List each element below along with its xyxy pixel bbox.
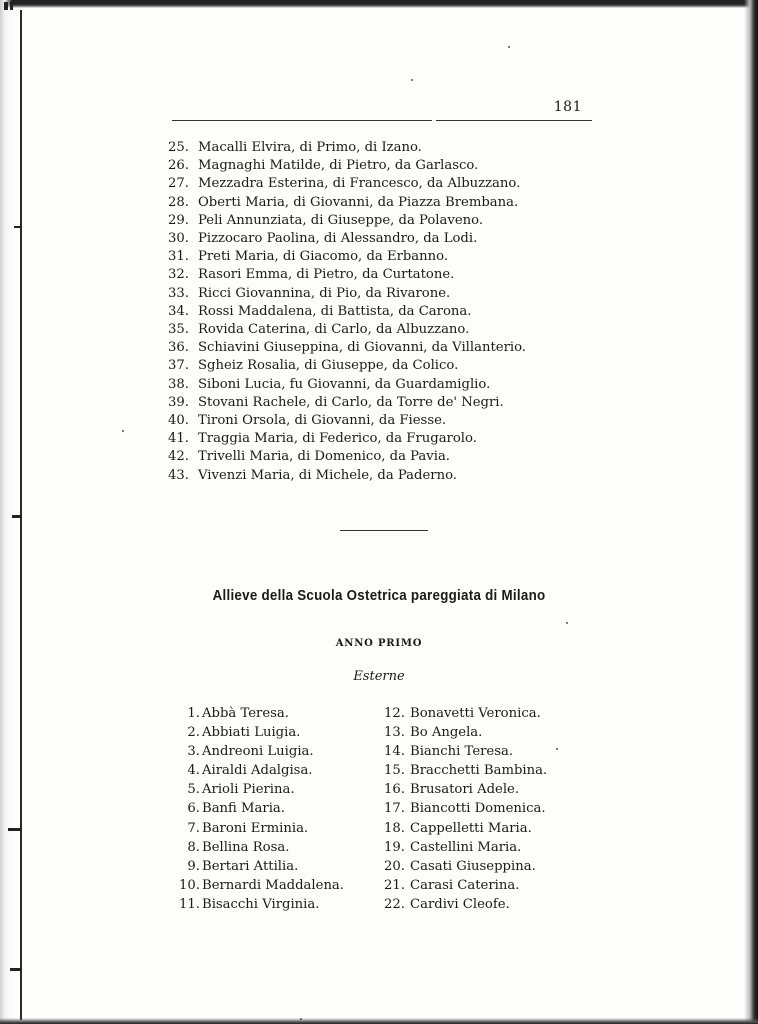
item-text: Biancotti Domenica. bbox=[410, 801, 546, 817]
item-text: Magnaghi Matilde, di Pietro, da Garlasco. bbox=[198, 158, 479, 174]
list-item bbox=[170, 857, 344, 876]
speck bbox=[411, 79, 413, 81]
item-number: 27. bbox=[168, 176, 189, 192]
year-heading: ANNO PRIMO bbox=[335, 638, 423, 649]
page-left-edge bbox=[0, 0, 12, 1024]
list-item bbox=[168, 157, 526, 175]
list-item bbox=[168, 394, 526, 412]
list-item bbox=[170, 780, 344, 799]
list-item bbox=[170, 704, 344, 723]
item-text: Tironi Orsola, di Giovanni, da Fiesse. bbox=[198, 413, 447, 429]
item-number: 30. bbox=[168, 231, 189, 247]
item-text: Arioli Pierina. bbox=[202, 782, 295, 798]
item-text: Casati Giuseppina. bbox=[410, 858, 536, 874]
header-rule bbox=[436, 120, 592, 121]
list-item bbox=[384, 723, 547, 742]
list-item bbox=[168, 248, 526, 266]
item-number: 2. bbox=[187, 725, 200, 741]
list-item bbox=[170, 838, 344, 857]
item-number: 25. bbox=[168, 140, 189, 155]
item-number: 35. bbox=[168, 322, 189, 338]
item-text: Carasi Caterina. bbox=[410, 877, 520, 893]
item-text: Preti Maria, di Giacomo, da Erbanno. bbox=[198, 249, 449, 265]
item-text: Trivelli Maria, di Domenico, da Pavia. bbox=[198, 449, 451, 465]
item-number: 18. bbox=[384, 820, 405, 836]
item-text: Mezzadra Esterina, di Francesco, da Albuzzano. bbox=[198, 176, 521, 192]
item-text: Cardivi Cleofe. bbox=[410, 896, 510, 912]
page-number: 181 bbox=[553, 99, 582, 115]
item-text: Traggia Maria, di Federico, da Frugarolo. bbox=[198, 431, 477, 447]
speck bbox=[508, 46, 510, 48]
list-item bbox=[168, 285, 526, 303]
item-number: 17. bbox=[384, 801, 405, 817]
item-text: Vivenzi Maria, di Michele, da Paderno. bbox=[198, 467, 457, 483]
list-item bbox=[168, 194, 526, 212]
list-item bbox=[170, 895, 344, 914]
list-item bbox=[384, 838, 547, 857]
page-right-edge bbox=[744, 0, 758, 1024]
list-item bbox=[384, 819, 547, 838]
item-number: 43. bbox=[168, 467, 189, 483]
speck bbox=[122, 430, 124, 432]
item-text: Andreoni Luigia. bbox=[202, 744, 314, 760]
item-number: 31. bbox=[168, 249, 189, 265]
item-number: 4. bbox=[187, 763, 200, 779]
item-number: 29. bbox=[168, 212, 189, 228]
item-text: Rasori Emma, di Pietro, da Curtatone. bbox=[198, 267, 455, 283]
list-item bbox=[384, 895, 547, 914]
esterne-list-right bbox=[384, 704, 547, 914]
item-number: 12. bbox=[384, 706, 405, 721]
item-number: 13. bbox=[384, 725, 405, 741]
list-item bbox=[168, 357, 526, 375]
list-item bbox=[168, 339, 526, 357]
speck bbox=[566, 622, 568, 624]
speck bbox=[300, 1018, 302, 1020]
item-text: Rovida Caterina, di Carlo, da Albuzzano. bbox=[198, 322, 470, 338]
item-number: 34. bbox=[168, 303, 189, 319]
item-number: 7. bbox=[187, 820, 200, 836]
list-item bbox=[168, 212, 526, 230]
header-rule bbox=[172, 120, 432, 121]
item-number: 19. bbox=[384, 839, 405, 855]
list-item bbox=[170, 723, 344, 742]
item-text: Peli Annunziata, di Giuseppe, da Polaveno. bbox=[198, 212, 484, 228]
item-number: 22. bbox=[384, 896, 405, 912]
list-item bbox=[384, 876, 547, 895]
list-item bbox=[170, 761, 344, 780]
item-number: 14. bbox=[384, 744, 405, 760]
item-text: Bellina Rosa. bbox=[202, 839, 290, 855]
item-number: 36. bbox=[168, 340, 189, 356]
item-text: Brusatori Adele. bbox=[410, 782, 520, 798]
list-item bbox=[384, 761, 547, 780]
item-text: Rossi Maddalena, di Battista, da Carona. bbox=[198, 303, 472, 319]
item-number: 8. bbox=[187, 839, 200, 855]
section-separator bbox=[340, 530, 428, 531]
item-text: Bonavetti Veronica. bbox=[410, 706, 541, 721]
item-text: Stovani Rachele, di Carlo, da Torre de' Negri. bbox=[198, 394, 504, 410]
item-number: 21. bbox=[384, 877, 405, 893]
esterne-list-left bbox=[170, 704, 344, 914]
list-item bbox=[170, 799, 344, 818]
list-item bbox=[168, 139, 526, 157]
list-item bbox=[168, 448, 526, 466]
item-number: 37. bbox=[168, 358, 189, 374]
item-number: 10. bbox=[179, 877, 200, 893]
list-item bbox=[168, 230, 526, 248]
item-text: Oberti Maria, di Giovanni, da Piazza Brembana. bbox=[198, 194, 519, 210]
subheading: Esterne bbox=[353, 669, 405, 684]
item-text: Pizzocaro Paolina, di Alessandro, da Lodi. bbox=[198, 231, 478, 247]
item-number: 33. bbox=[168, 285, 189, 301]
binding-mark bbox=[12, 515, 22, 518]
list-item bbox=[384, 780, 547, 799]
list-item bbox=[168, 412, 526, 430]
item-number: 15. bbox=[384, 763, 405, 779]
item-number: 20. bbox=[384, 858, 405, 874]
item-text: Banfi Maria. bbox=[202, 801, 285, 817]
list-item bbox=[170, 819, 344, 838]
binding-mark bbox=[10, 2, 13, 10]
list-item bbox=[384, 704, 547, 723]
item-number: 40. bbox=[168, 413, 189, 429]
item-number: 1. bbox=[187, 706, 200, 721]
item-text: Bertari Attilia. bbox=[202, 858, 299, 874]
item-text: Bianchi Teresa. bbox=[410, 744, 514, 760]
item-number: 3. bbox=[187, 744, 200, 760]
item-text: Macalli Elvira, di Primo, di Izano. bbox=[198, 140, 422, 155]
item-text: Baroni Erminia. bbox=[202, 820, 309, 836]
list-item bbox=[168, 430, 526, 448]
item-text: Schiavini Giuseppina, di Giovanni, da Villanterio. bbox=[198, 340, 526, 356]
list-item bbox=[168, 303, 526, 321]
page-top-edge bbox=[0, 0, 758, 8]
item-number: 6. bbox=[187, 801, 200, 817]
item-number: 9. bbox=[187, 858, 200, 874]
list-item bbox=[168, 175, 526, 193]
item-text: Cappelletti Maria. bbox=[410, 820, 532, 836]
list-item bbox=[168, 321, 526, 339]
list-item bbox=[384, 742, 547, 761]
item-text: Sgheiz Rosalia, di Giuseppe, da Colico. bbox=[198, 358, 459, 374]
item-text: Ricci Giovannina, di Pio, da Rivarone. bbox=[198, 285, 451, 301]
item-number: 16. bbox=[384, 782, 405, 798]
item-text: Bisacchi Virginia. bbox=[202, 896, 320, 912]
speck bbox=[556, 748, 558, 750]
item-number: 32. bbox=[168, 267, 189, 283]
binding-mark bbox=[4, 2, 8, 10]
item-number: 26. bbox=[168, 158, 189, 174]
list-item bbox=[384, 799, 547, 818]
list-item bbox=[168, 467, 526, 485]
list-item bbox=[384, 857, 547, 876]
item-number: 11. bbox=[179, 896, 200, 912]
student-list-continued bbox=[168, 139, 526, 485]
item-text: Bo Angela. bbox=[410, 725, 483, 741]
list-item bbox=[170, 876, 344, 895]
item-number: 28. bbox=[168, 194, 189, 210]
item-text: Bernardi Maddalena. bbox=[202, 877, 344, 893]
item-text: Airaldi Adalgisa. bbox=[202, 763, 313, 779]
item-text: Abbà Teresa. bbox=[202, 706, 289, 721]
list-item bbox=[170, 742, 344, 761]
item-number: 39. bbox=[168, 394, 189, 410]
binding-mark bbox=[10, 968, 22, 971]
item-number: 38. bbox=[168, 376, 189, 392]
list-item bbox=[168, 376, 526, 394]
section-title: Allieve della Scuola Ostetrica pareggiata di Milano bbox=[212, 588, 546, 604]
item-text: Castellini Maria. bbox=[410, 839, 522, 855]
list-item bbox=[168, 266, 526, 284]
binding-mark bbox=[8, 828, 22, 831]
item-number: 41. bbox=[168, 431, 189, 447]
binding-mark bbox=[14, 226, 22, 228]
item-text: Abbiati Luigia. bbox=[202, 725, 301, 741]
item-number: 5. bbox=[187, 782, 200, 798]
page-bottom-edge bbox=[0, 1018, 758, 1024]
item-number: 42. bbox=[168, 449, 189, 465]
item-text: Bracchetti Bambina. bbox=[410, 763, 548, 779]
item-text: Siboni Lucia, fu Giovanni, da Guardamiglio. bbox=[198, 376, 491, 392]
